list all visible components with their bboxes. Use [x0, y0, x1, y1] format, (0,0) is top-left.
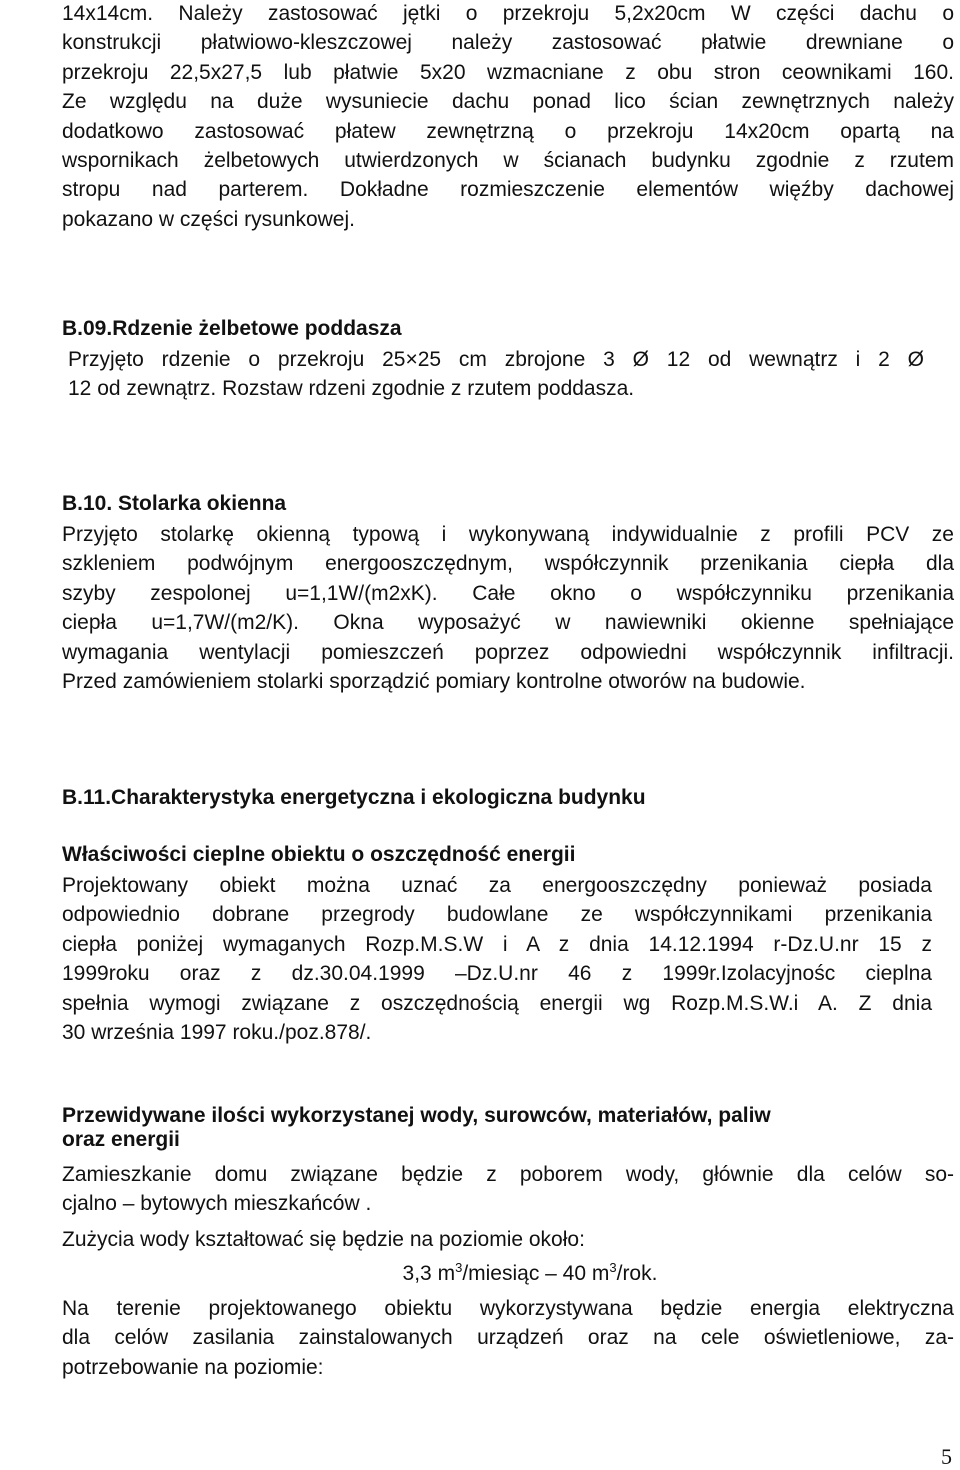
text-line: odpowiednio dobrane przegrody budowlane ze współczynnikami przenikania [62, 903, 932, 927]
section-heading-b11: B.11.Charakterystyka energetyczna i ekologiczna budynku [62, 786, 646, 809]
heading-line: Przewidywane ilości wykorzystanej wody, surowców, materiałów, paliw [62, 1104, 771, 1127]
water-paragraph [62, 1160, 954, 1219]
water-usage-value [50, 1262, 960, 1286]
superscript: 3 [609, 1260, 617, 1275]
superscript: 3 [455, 1260, 463, 1275]
text-line: 12 od zewnątrz. Rozstaw rdzeni zgodnie z rzutem poddasza. [68, 377, 635, 401]
text-line: 14x14cm. Należy zastosować jętki o przekroju 5,2x20cm W części dachu o [62, 2, 954, 25]
text-line: Przyjęto rdzenie o przekroju 25×25 cm zbrojone 3 Ø 12 od wewnątrz i 2 Ø [68, 348, 924, 371]
text-line: stropu nad parterem. Dokładne rozmieszczenie elementów więźby dachowej [62, 178, 954, 202]
text-line: Ze względu na duże wysuniecie dachu ponad lico ścian zewnętrznych należy [62, 90, 954, 114]
text-line: konstrukcji płatwiowo-kleszczowej należy zastosować płatwie drewniane o [62, 31, 954, 55]
page-number: 5 [941, 1444, 952, 1469]
usage-part: /miesiąc – 40 m [462, 1262, 610, 1285]
text-line: wymagania wentylacji pomieszczeń poprzez odpowiedni współczynnik infiltracji. [62, 640, 954, 664]
text-line: przekroju 22,5x27,5 lub płatwie 5x20 wzmacniane z obu stron ceownikami 160. [62, 60, 954, 84]
text-line: Zużycia wody kształtować się będzie na poziomie około: [62, 1228, 585, 1251]
text-line: Przyjęto stolarkę okienną typową i wykonywaną indywidualnie z profili PCV ze [62, 523, 954, 546]
thermal-paragraph [62, 871, 932, 1047]
subsection-heading-thermal: Właściwości cieplne obiektu o oszczędność energii [62, 843, 576, 866]
text-line: Zamieszkanie domu związane będzie z poborem wody, głównie dla celów so- [62, 1163, 954, 1186]
text-line: cjalno – bytowych mieszkańców . [62, 1192, 372, 1216]
section-heading-b10: B.10. Stolarka okienna [62, 492, 287, 515]
usage-part: 3,3 m [402, 1262, 456, 1285]
intro-paragraph [62, 0, 954, 234]
text-line: Projektowany obiekt można uznać za energooszczędny ponieważ posiada [62, 874, 932, 897]
text-line: ciepła u=1,7W/(m2/K). Okna wyposażyć w nawiewniki okienne spełniające [62, 611, 954, 635]
text-line: Przed zamówieniem stolarki sporządzić pomiary kontrolne otworów na budowie. [62, 670, 806, 694]
b09-paragraph [68, 345, 924, 404]
text-line: spełnia wymogi związane z oszczędnością energii wg Rozp.M.S.W.i A. Z dnia [62, 991, 932, 1015]
text-line: wspornikach żelbetowych utwierdzonych w ścianach budynku zgodnie z rzutem [62, 149, 954, 173]
water-usage-intro [62, 1225, 954, 1254]
heading-line: oraz energii [62, 1128, 180, 1151]
b10-paragraph [62, 520, 954, 696]
text-line: 30 września 1997 roku./poz.878/. [62, 1021, 372, 1045]
text-line: potrzebowanie na poziomie: [62, 1355, 324, 1379]
text-line: szkleniem podwójnym energooszczędnym, współczynnik przenikania ciepła dla [62, 552, 954, 576]
section-heading-b09: B.09.Rdzenie żelbetowe poddasza [62, 317, 402, 340]
text-line: ciepła poniżej wymaganych Rozp.M.S.W i A z dnia 14.12.1994 r-Dz.U.nr 15 z [62, 932, 932, 956]
usage-part: /rok. [616, 1262, 658, 1285]
text-line: pokazano w części rysunkowej. [62, 207, 355, 231]
text-line: Na terenie projektowanego obiektu wykorzystywana będzie energia elektryczna [62, 1297, 954, 1320]
energy-paragraph [62, 1294, 954, 1382]
text-line: 1999roku oraz z dz.30.04.1999 –Dz.U.nr 46 z 1999r.Izolacyjnośc cieplna [62, 962, 932, 986]
text-line: dodatkowo zastosować płatew zewnętrzną o przekroju 14x20cm opartą na [62, 119, 954, 143]
text-line: dla celów zasilania zainstalowanych urządzeń oraz na cele oświetleniowe, za- [62, 1326, 954, 1350]
subsection-heading-resources [62, 1104, 771, 1152]
text-line: szyby zespolonej u=1,1W/(m2xK). Całe okno o współczynniku przenikania [62, 581, 954, 605]
